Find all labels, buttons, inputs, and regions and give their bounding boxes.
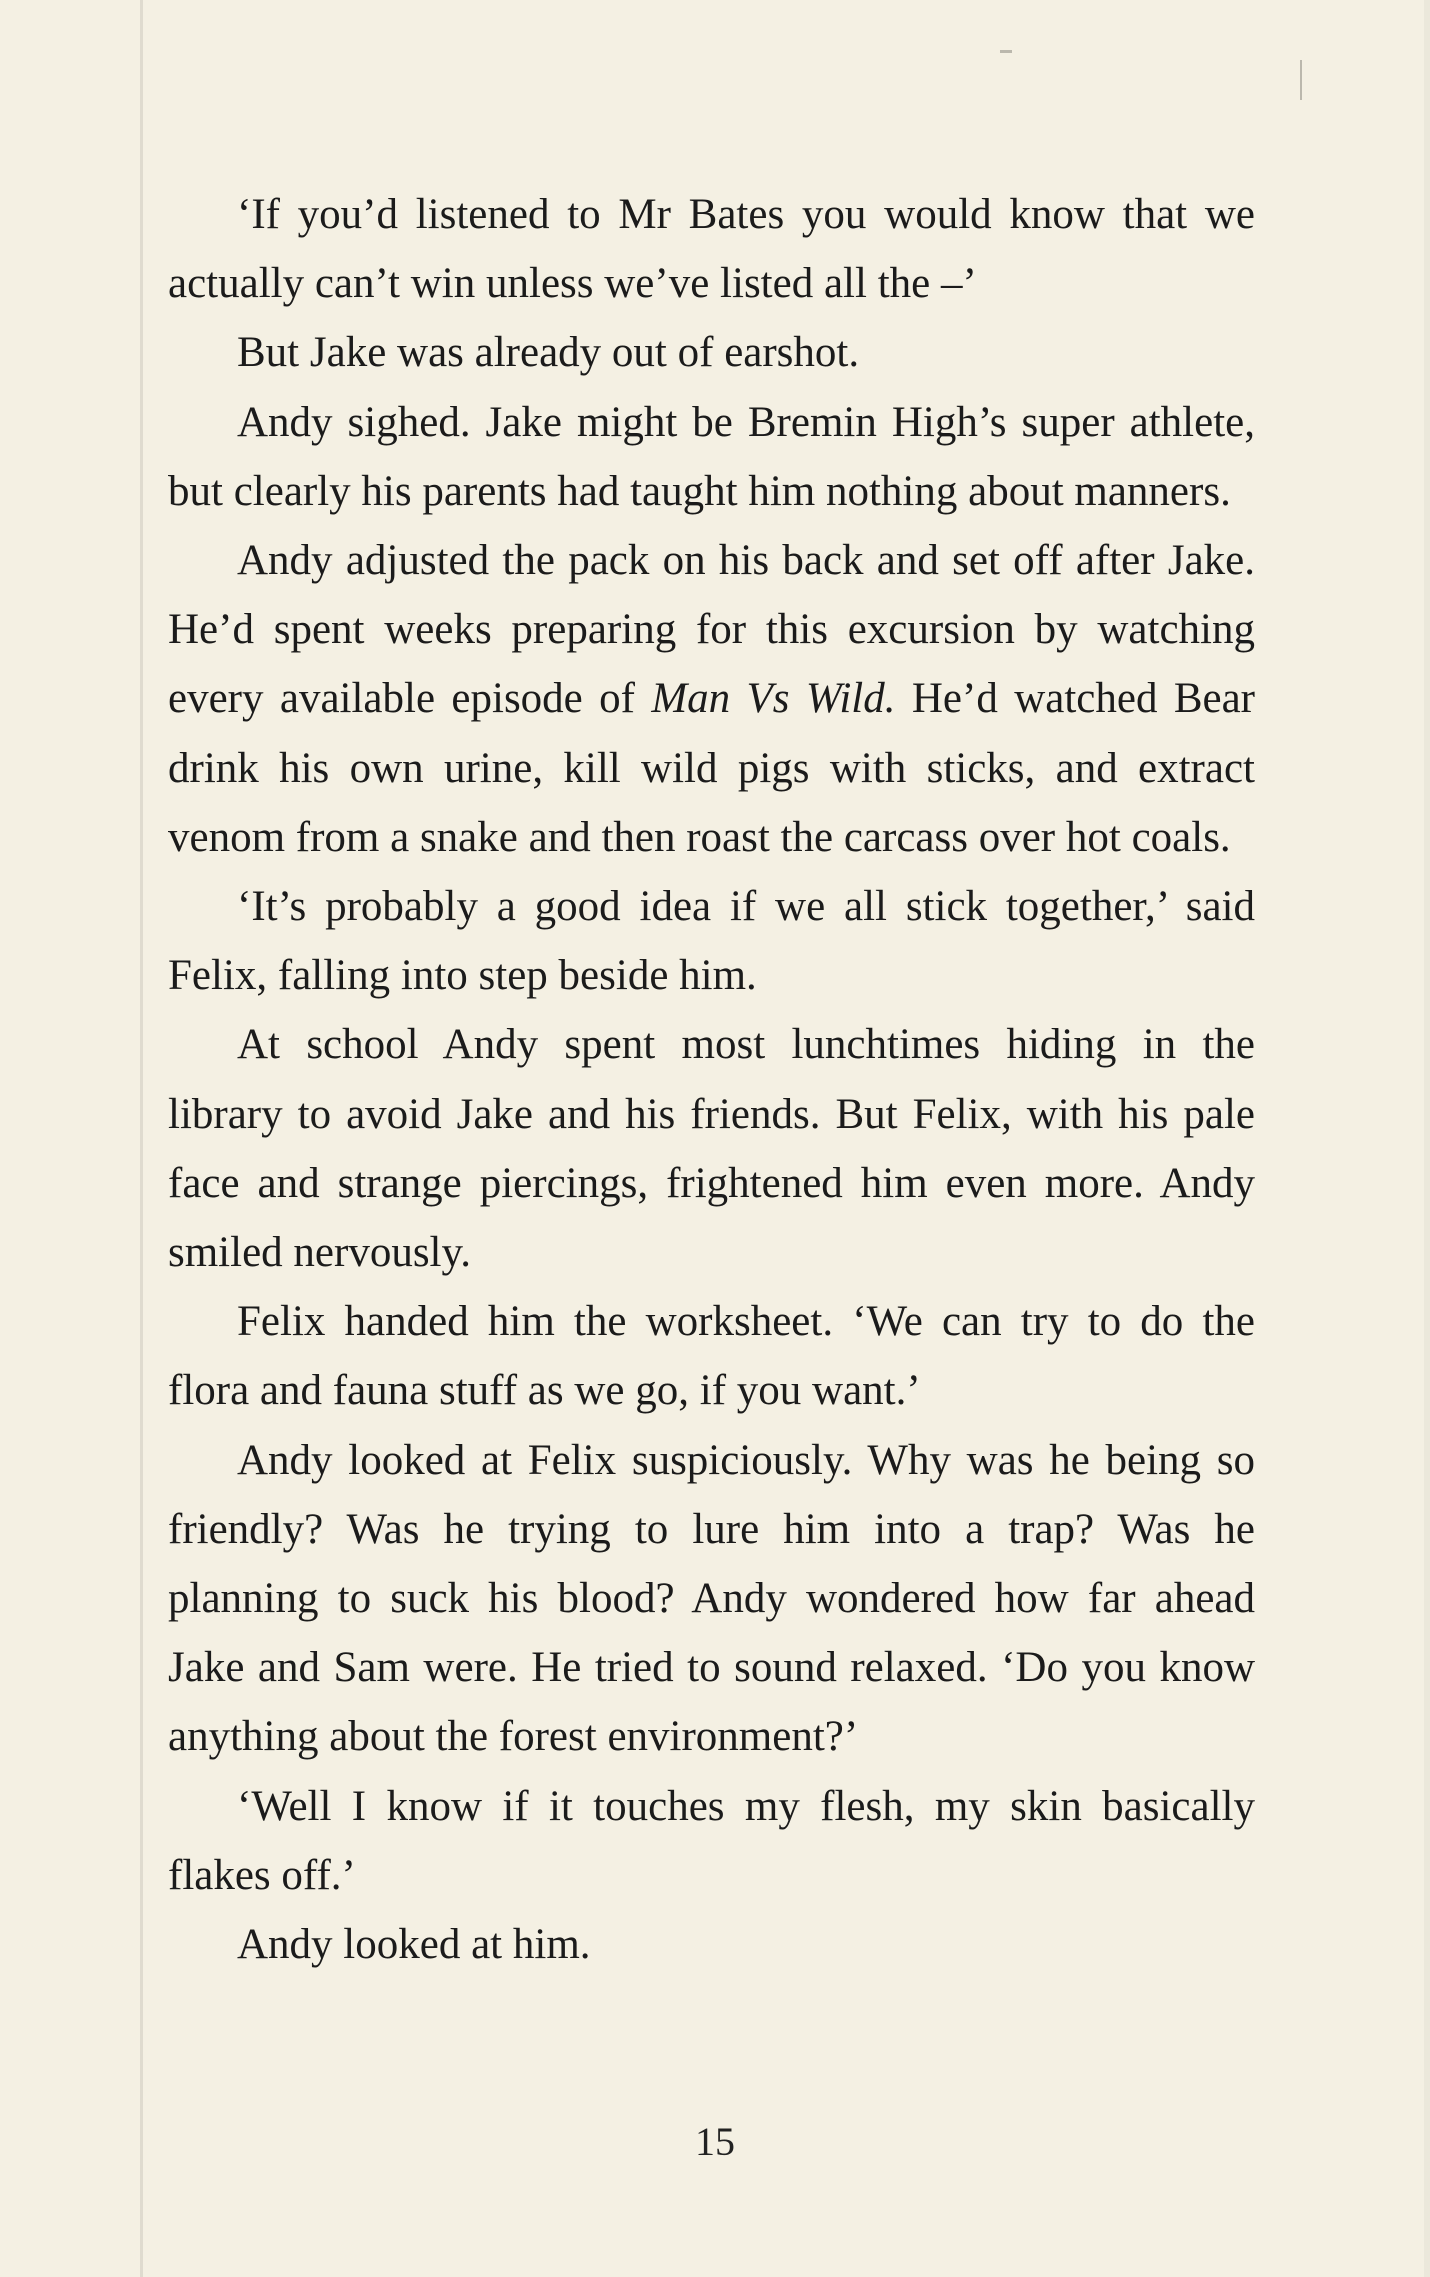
body-text <box>168 180 1255 1979</box>
paragraph-text: He’d watched Bear drink his own urine, kill wild pigs with sticks, and extract venom from a snake and then roast the carcass over hot coals. <box>168 675 1255 861</box>
paragraph: ‘Well I know if it touches my flesh, my skin basically flakes off.’ <box>168 1782 1255 1899</box>
paragraph: ‘If you’d listened to Mr Bates you would know that we actually can’t win unless we’ve listed all the –’ <box>168 191 1255 308</box>
page-number: 15 <box>695 2119 735 2164</box>
paragraph: Andy looked at Felix suspiciously. Why was he being so friendly? Was he trying to lure him into a trap? Was he planning to suck his blood? Andy wondered how far ahead Jake and Sam were. He tried to sound relaxed. ‘Do you know anything about the forest environment?’ <box>168 1436 1255 1761</box>
paragraph: Felix handed him the worksheet. ‘We can try to do the flora and fauna stuff as we go, if you want.’ <box>168 1298 1255 1415</box>
scan-edge-right <box>1424 0 1430 2277</box>
paragraph: Andy looked at him. <box>237 1921 591 1969</box>
paragraph: At school Andy spent most lunchtimes hiding in the library to avoid Jake and his friends. But Felix, with his pale face and strange piercings, frightened him even more. Andy smiled nervously. <box>168 1021 1255 1277</box>
paragraph: Andy sighed. Jake might be Bremin High’s super athlete, but clearly his parents had taught him nothing about manners. <box>168 398 1255 515</box>
scan-speck <box>1000 50 1012 53</box>
scan-speck <box>1300 60 1302 100</box>
paragraph: ‘It’s probably a good idea if we all stick together,’ said Felix, falling into step beside him. <box>168 883 1255 1000</box>
show-title: Man Vs Wild. <box>651 675 896 723</box>
scan-edge-left <box>140 0 143 2277</box>
paragraph <box>168 526 1255 872</box>
paragraph-text: Andy adjusted the pack on his back and set off after Jake. He’d spent weeks preparing for this excursion by watching every available episode of <box>168 537 1255 723</box>
paragraph: But Jake was already out of earshot. <box>237 329 860 377</box>
